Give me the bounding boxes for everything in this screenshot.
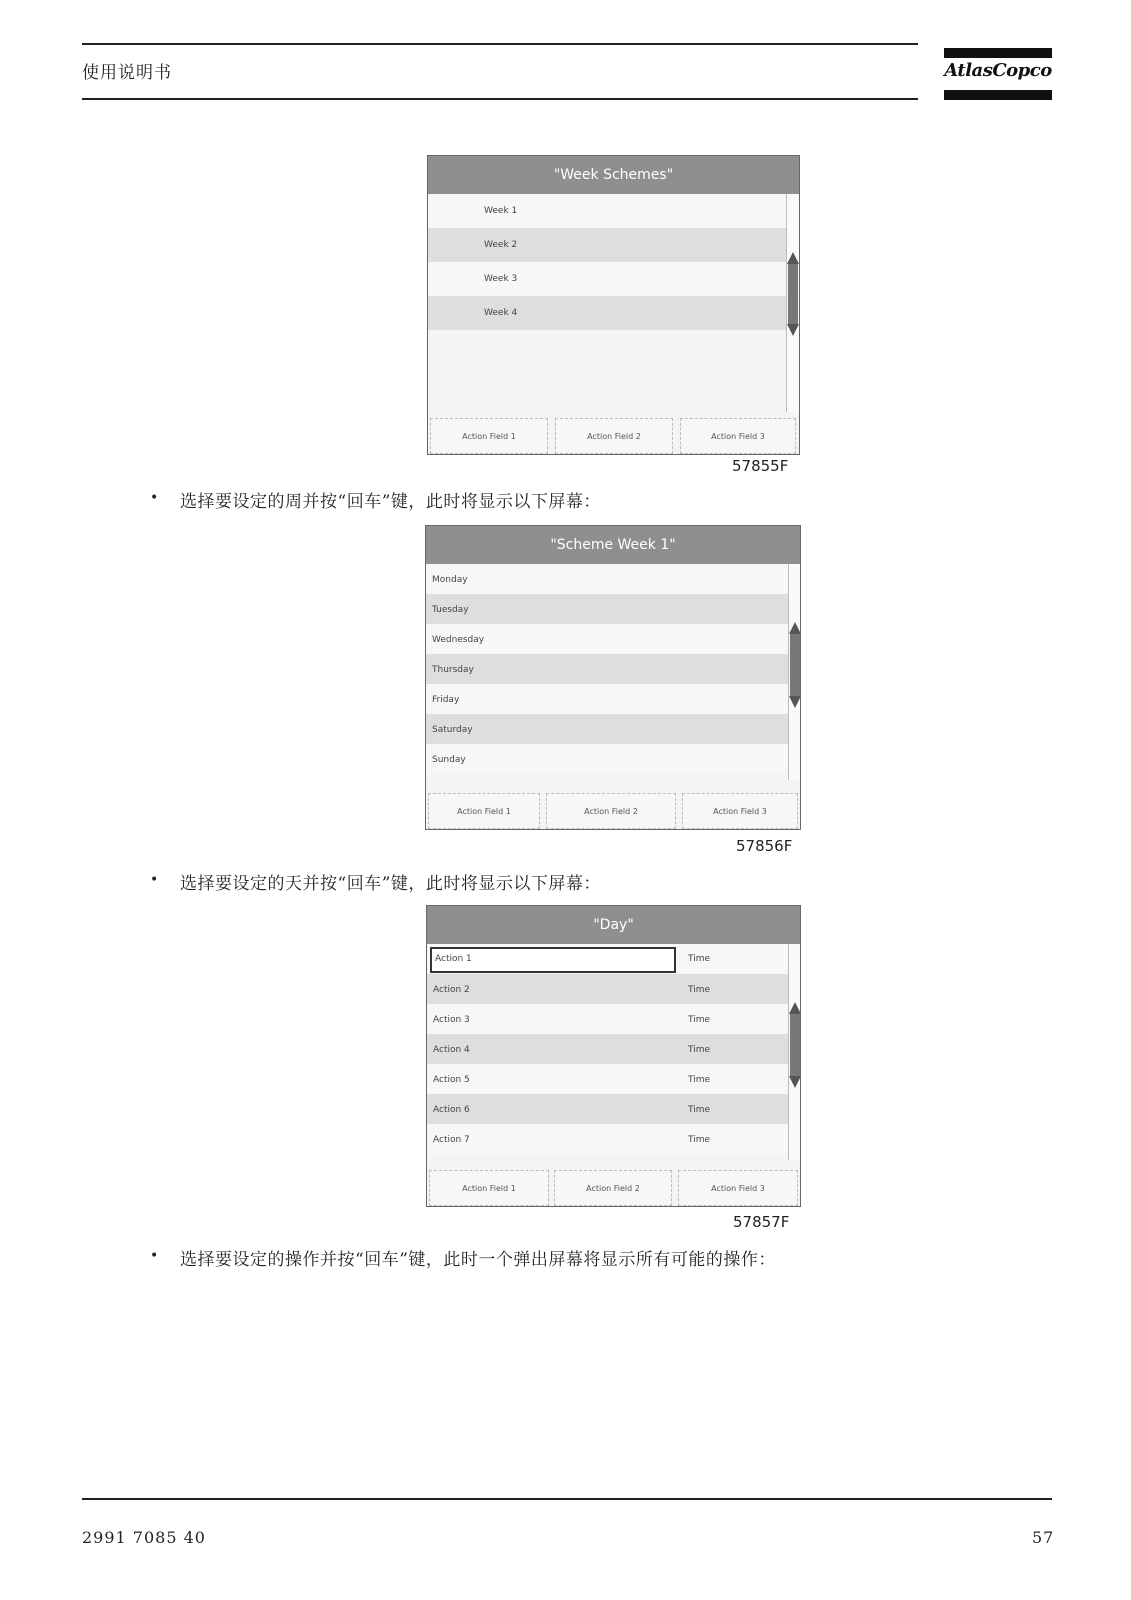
action-field-2[interactable]: Action Field 2 bbox=[546, 793, 676, 829]
action-label: Action 4 bbox=[433, 1045, 470, 1055]
table-row[interactable] bbox=[427, 1034, 788, 1064]
action-label: Action 2 bbox=[433, 985, 470, 995]
scroll-down-icon[interactable] bbox=[789, 1076, 801, 1088]
time-label: Time bbox=[688, 1045, 711, 1055]
time-label: Time bbox=[688, 1105, 711, 1115]
bullet: • bbox=[150, 872, 159, 888]
table-row[interactable] bbox=[427, 1094, 788, 1124]
action-label: Action 3 bbox=[433, 1015, 470, 1025]
scheme-week-screen bbox=[425, 525, 801, 830]
document-title: 使用说明书 bbox=[82, 63, 172, 83]
action-label: Action 6 bbox=[433, 1105, 470, 1115]
header-top-rule bbox=[82, 43, 918, 45]
list-item[interactable] bbox=[426, 624, 788, 654]
list-item-label: Week 1 bbox=[484, 206, 518, 216]
scroll-down-icon[interactable] bbox=[789, 696, 801, 708]
logo-bar-top bbox=[944, 48, 1052, 58]
list-item-label: Week 4 bbox=[484, 308, 518, 318]
action-field-1[interactable]: Action Field 1 bbox=[430, 418, 548, 454]
table-row[interactable] bbox=[427, 974, 788, 1004]
list-item-label: Week 2 bbox=[484, 240, 518, 250]
list-item-label: Sunday bbox=[432, 755, 466, 765]
list-item[interactable] bbox=[428, 296, 786, 330]
figure-code: 57856F bbox=[736, 837, 793, 855]
action-field-2[interactable]: Action Field 2 bbox=[554, 1170, 672, 1206]
footer-rule bbox=[82, 1498, 1052, 1500]
logo-wordmark: AtlasCopco bbox=[944, 60, 1052, 81]
atlas-copco-logo bbox=[944, 48, 1052, 100]
action-field-1[interactable]: Action Field 1 bbox=[429, 1170, 549, 1206]
screen-title: "Scheme Week 1" bbox=[426, 526, 800, 564]
list-item[interactable] bbox=[428, 262, 786, 296]
list-item-label: Week 3 bbox=[484, 274, 518, 284]
scroll-thumb[interactable] bbox=[790, 1014, 800, 1076]
action-label: Action 1 bbox=[435, 954, 472, 964]
document-number: 2991 7085 40 bbox=[82, 1528, 206, 1547]
scrollbar[interactable] bbox=[788, 944, 801, 1160]
list-item-label: Friday bbox=[432, 695, 460, 705]
list-item[interactable] bbox=[426, 684, 788, 714]
time-label: Time bbox=[688, 1135, 711, 1145]
list-item[interactable] bbox=[428, 194, 786, 228]
scrollbar[interactable] bbox=[788, 564, 801, 780]
action-label: Action 5 bbox=[433, 1075, 470, 1085]
action-bar bbox=[426, 793, 800, 829]
list-item-label: Thursday bbox=[432, 665, 474, 675]
bullet: • bbox=[150, 490, 159, 506]
time-label: Time bbox=[688, 954, 711, 964]
scroll-thumb[interactable] bbox=[788, 264, 798, 324]
instruction-week: 选择要设定的周并按“回车”键，此时将显示以下屏幕： bbox=[180, 492, 601, 512]
header-bottom-rule bbox=[82, 98, 918, 100]
list-item[interactable] bbox=[426, 714, 788, 744]
list-item[interactable] bbox=[426, 744, 788, 774]
action-bar bbox=[428, 418, 799, 454]
list-item-label: Wednesday bbox=[432, 635, 485, 645]
list-item[interactable] bbox=[426, 654, 788, 684]
action-field-2[interactable]: Action Field 2 bbox=[555, 418, 673, 454]
scrollbar[interactable] bbox=[786, 194, 799, 412]
list-item-label: Monday bbox=[432, 575, 468, 585]
time-label: Time bbox=[688, 985, 711, 995]
instruction-day: 选择要设定的天并按“回车”键，此时将显示以下屏幕： bbox=[180, 874, 601, 894]
action-field-3[interactable]: Action Field 3 bbox=[678, 1170, 798, 1206]
scroll-up-icon[interactable] bbox=[789, 622, 801, 634]
action-field-1[interactable]: Action Field 1 bbox=[428, 793, 540, 829]
table-row[interactable] bbox=[427, 944, 788, 974]
page-number: 57 bbox=[1032, 1528, 1055, 1547]
logo-bar-bottom bbox=[944, 90, 1052, 100]
action-field-3[interactable]: Action Field 3 bbox=[682, 793, 798, 829]
time-label: Time bbox=[688, 1015, 711, 1025]
scroll-up-icon[interactable] bbox=[787, 252, 799, 264]
table-row[interactable] bbox=[427, 1064, 788, 1094]
instruction-action: 选择要设定的操作并按“回车”键，此时一个弹出屏幕将显示所有可能的操作： bbox=[180, 1250, 776, 1270]
list-item-label: Tuesday bbox=[432, 605, 469, 615]
week-schemes-screen bbox=[427, 155, 800, 455]
action-bar bbox=[427, 1170, 800, 1206]
table-row[interactable] bbox=[427, 1124, 788, 1154]
day-screen bbox=[426, 905, 801, 1207]
list-item[interactable] bbox=[426, 564, 788, 594]
time-label: Time bbox=[688, 1075, 711, 1085]
screen-title: "Week Schemes" bbox=[428, 156, 799, 194]
table-row[interactable] bbox=[427, 1004, 788, 1034]
action-field-3[interactable]: Action Field 3 bbox=[680, 418, 796, 454]
figure-code: 57855F bbox=[732, 457, 789, 475]
list-item[interactable] bbox=[428, 228, 786, 262]
scroll-thumb[interactable] bbox=[790, 634, 800, 696]
screen-title: "Day" bbox=[427, 906, 800, 944]
list-item[interactable] bbox=[426, 594, 788, 624]
scroll-up-icon[interactable] bbox=[789, 1002, 801, 1014]
list-item-label: Saturday bbox=[432, 725, 473, 735]
action-label: Action 7 bbox=[433, 1135, 470, 1145]
figure-code: 57857F bbox=[733, 1213, 790, 1231]
scroll-down-icon[interactable] bbox=[787, 324, 799, 336]
bullet: • bbox=[150, 1248, 159, 1264]
